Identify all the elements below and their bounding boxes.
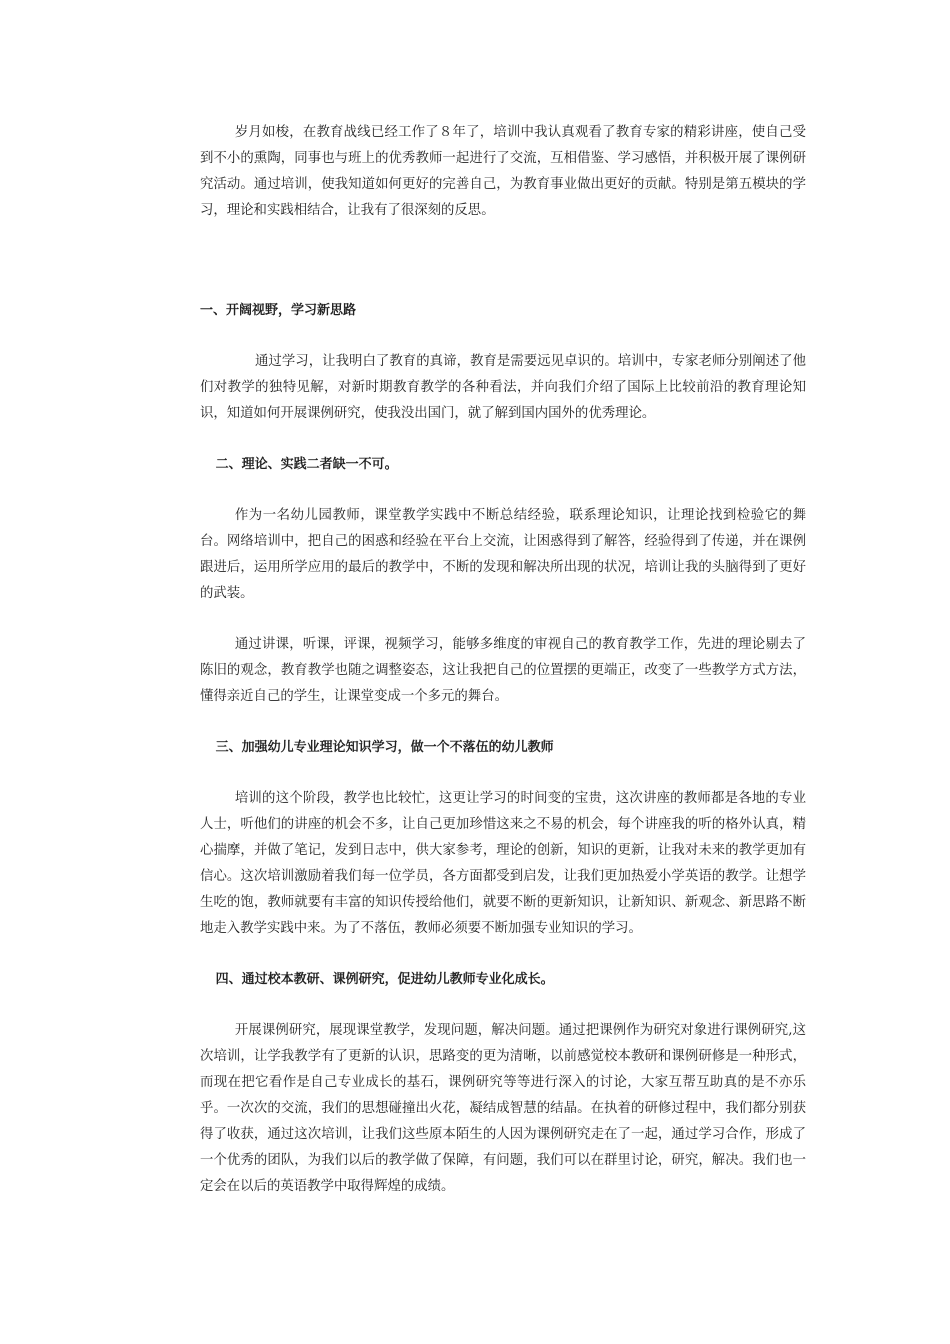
section-3-heading: 三、加强幼儿专业理论知识学习，做一个不落伍的幼儿教师 <box>215 740 554 755</box>
section-2-paragraph-2: 通过讲课，听课，评课，视频学习，能够多维度的审视自己的教育教学工作，先进的理论剔去了陈旧的观念，教育教学也随之调整姿态，这让我把自己的位置摆的更端正，改变了一些教学方式方法，懂得亲近自己的学生，让课堂变成一个多元的舞台。 <box>200 637 806 704</box>
section-2-heading: 二、理论、实践二者缺一不可。 <box>215 457 398 472</box>
spacer <box>200 478 806 503</box>
section-2-paragraph-1: 作为一名幼儿园教师，课堂教学实践中不断总结经验，联系理论知识，让理论找到检验它的舞台。网络培训中，把自己的困惑和经验在平台上交流，让困惑得到了解答，经验得到了传递，并在课例跟进后，运用所学应用的最后的教学中，不断的发现和解决所出现的状况，培训让我的头脑得到了更好的武装。 <box>200 508 806 601</box>
section-1-paragraph-1: 通过学习，让我明白了教育的真谛，教育是需要远见卓识的。培训中，专家老师分别阐述了他们对教学的独特见解，对新时期教育教学的各种看法，并向我们介绍了国际上比较前沿的教育理论知识，知道如何开展课例研究，使我没出国门，就了解到国内国外的优秀理论。 <box>200 354 806 421</box>
spacer <box>200 710 806 735</box>
section-4-paragraph-1: 开展课例研究，展现课堂教学，发现问题，解决问题。通过把课例作为研究对象进行课例研究,这次培训，让学我教学有了更新的认识，思路变的更为清晰，以前感觉校本教研和课例研修是一种形式，而现在把它看作是自己专业成长的基石，课例研究等等进行深入的讨论，大家互帮互助真的是不亦乐乎。一次次的交流，我们的思想碰撞出火花，凝结成智慧的结晶。在执着的研修过程中，我们都分别获得了收获，通过这次培训，让我们这些原本陌生的人因为课例研究走在了一起，通过学习合作，形成了一个优秀的团队，为我们以后的教学做了保障，有问题，我们可以在群里讨论，研究，解决。我们也一定会在以后的英语教学中取得辉煌的成绩。 <box>200 1023 806 1194</box>
spacer <box>200 324 806 349</box>
spacer <box>200 607 806 632</box>
section-3-paragraph-1: 培训的这个阶段，教学也比较忙，这更让学习的时间变的宝贵，这次讲座的教师都是各地的专业人士，听他们的讲座的机会不多，让自己更加珍惜这来之不易的机会，每个讲座我的听的格外认真，精心揣摩，并做了笔记，发到日志中，供大家参考，理论的创新，知识的更新，让我对未来的教学更加有信心。这次培训激励着我们每一位学员，各方面都受到启发，让我们更加热爱小学英语的教学。让想学生吃的饱，教师就要有丰富的知识传授给他们，就要不断的更新知识，让新知识、新观念、新思路不断地走入教学实践中来。为了不落伍，教师必须要不断加强专业知识的学习。 <box>200 791 806 936</box>
spacer <box>200 993 806 1018</box>
spacer <box>200 224 806 298</box>
intro-paragraph: 岁月如梭，在教育战线已经工作了８年了，培训中我认真观看了教育专家的精彩讲座，使自己受到不小的熏陶，同事也与班上的优秀教师一起进行了交流，互相借鉴、学习感悟，并积极开展了课例研究活动。通过培训，使我知道如何更好的完善自己，为教育事业做出更好的贡献。特别是第五模块的学习，理论和实践相结合，让我有了很深刻的反思。 <box>200 125 806 218</box>
spacer <box>200 761 806 786</box>
spacer <box>200 427 806 452</box>
spacer <box>200 942 806 967</box>
section-4-heading: 四、通过校本教研、课例研究，促进幼儿教师专业化成长。 <box>215 972 554 987</box>
section-1-heading: 一、开阔视野，学习新思路 <box>200 303 357 318</box>
document-page <box>200 120 806 1200</box>
